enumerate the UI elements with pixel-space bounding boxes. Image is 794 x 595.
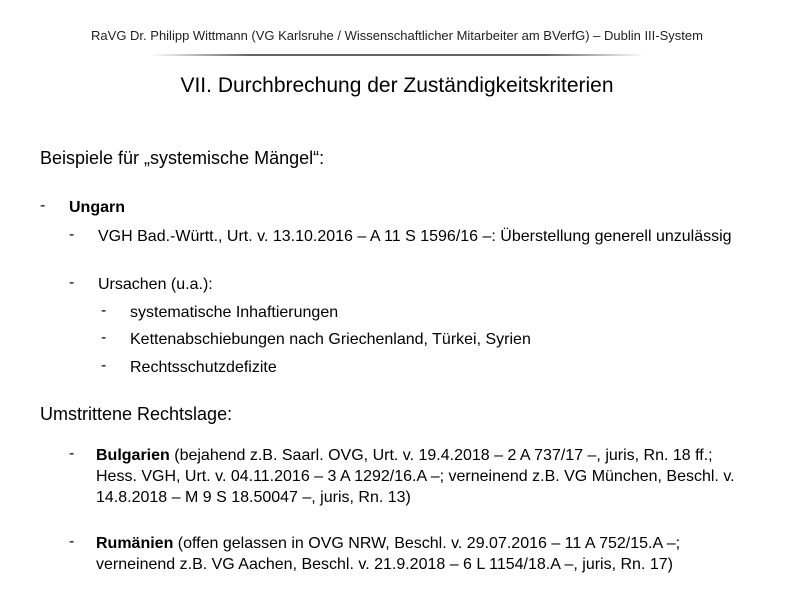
entry-bulgarien xyxy=(96,445,756,508)
bullet-dash: - xyxy=(69,274,75,291)
cause-item: Rechtsschutzdefizite xyxy=(130,359,277,376)
country-ungarn: Ungarn xyxy=(69,199,125,216)
bullet-dash: - xyxy=(69,533,75,550)
list-item-ursachen: Ursachen (u.a.): xyxy=(98,276,213,293)
header-divider xyxy=(150,54,644,56)
entry-rumaenien xyxy=(96,533,756,575)
slide-header: RaVG Dr. Philipp Wittmann (VG Karlsruhe / Wissenschaftlicher Mitarbeiter am BVerfG) – Dublin III-System xyxy=(91,28,703,43)
cause-item: Kettenabschiebungen nach Griechenland, Türkei, Syrien xyxy=(130,331,531,348)
country-bulgarien: Bulgarien xyxy=(96,447,170,464)
bullet-dash: - xyxy=(101,357,107,374)
list-item-vgh-decision: VGH Bad.-Württ., Urt. v. 13.10.2016 – A 11 S 1596/16 –: Überstellung generell unzulässig xyxy=(98,228,732,245)
bullet-dash: - xyxy=(40,197,46,214)
section-heading-rechtslage: Umstrittene Rechtslage: xyxy=(40,404,233,424)
bullet-dash: - xyxy=(101,329,107,346)
bullet-dash: - xyxy=(69,445,75,462)
cause-item: systematische Inhaftierungen xyxy=(130,304,339,321)
entry-text: (offen gelassen in OVG NRW, Beschl. v. 29.07.2016 – 11 A 752/15.A –; verneinend z.B. VG Aachen, Beschl. v. 21.9.2018 – 6 L 1154/18.A –, juris, Rn. 17) xyxy=(96,535,681,573)
bullet-dash: - xyxy=(69,226,75,243)
country-rumaenien: Rumänien xyxy=(96,535,174,552)
bullet-dash: - xyxy=(101,302,107,319)
entry-text: (bejahend z.B. Saarl. OVG, Urt. v. 19.4.2018 – 2 A 737/17 –, juris, Rn. 18 ff.; Hess. VGH, Urt. v. 04.11.2016 – 3 A 1292/16.A –; verneinend z.B. VG München, Beschl. v. 14.8.2018 – M 9 S 18.50047 –, juris, Rn. 13) xyxy=(96,447,735,506)
section-heading-examples: Beispiele für „systemische Mängel“: xyxy=(40,148,325,168)
slide-title: VII. Durchbrechung der Zuständigkeitskriterien xyxy=(180,74,614,97)
